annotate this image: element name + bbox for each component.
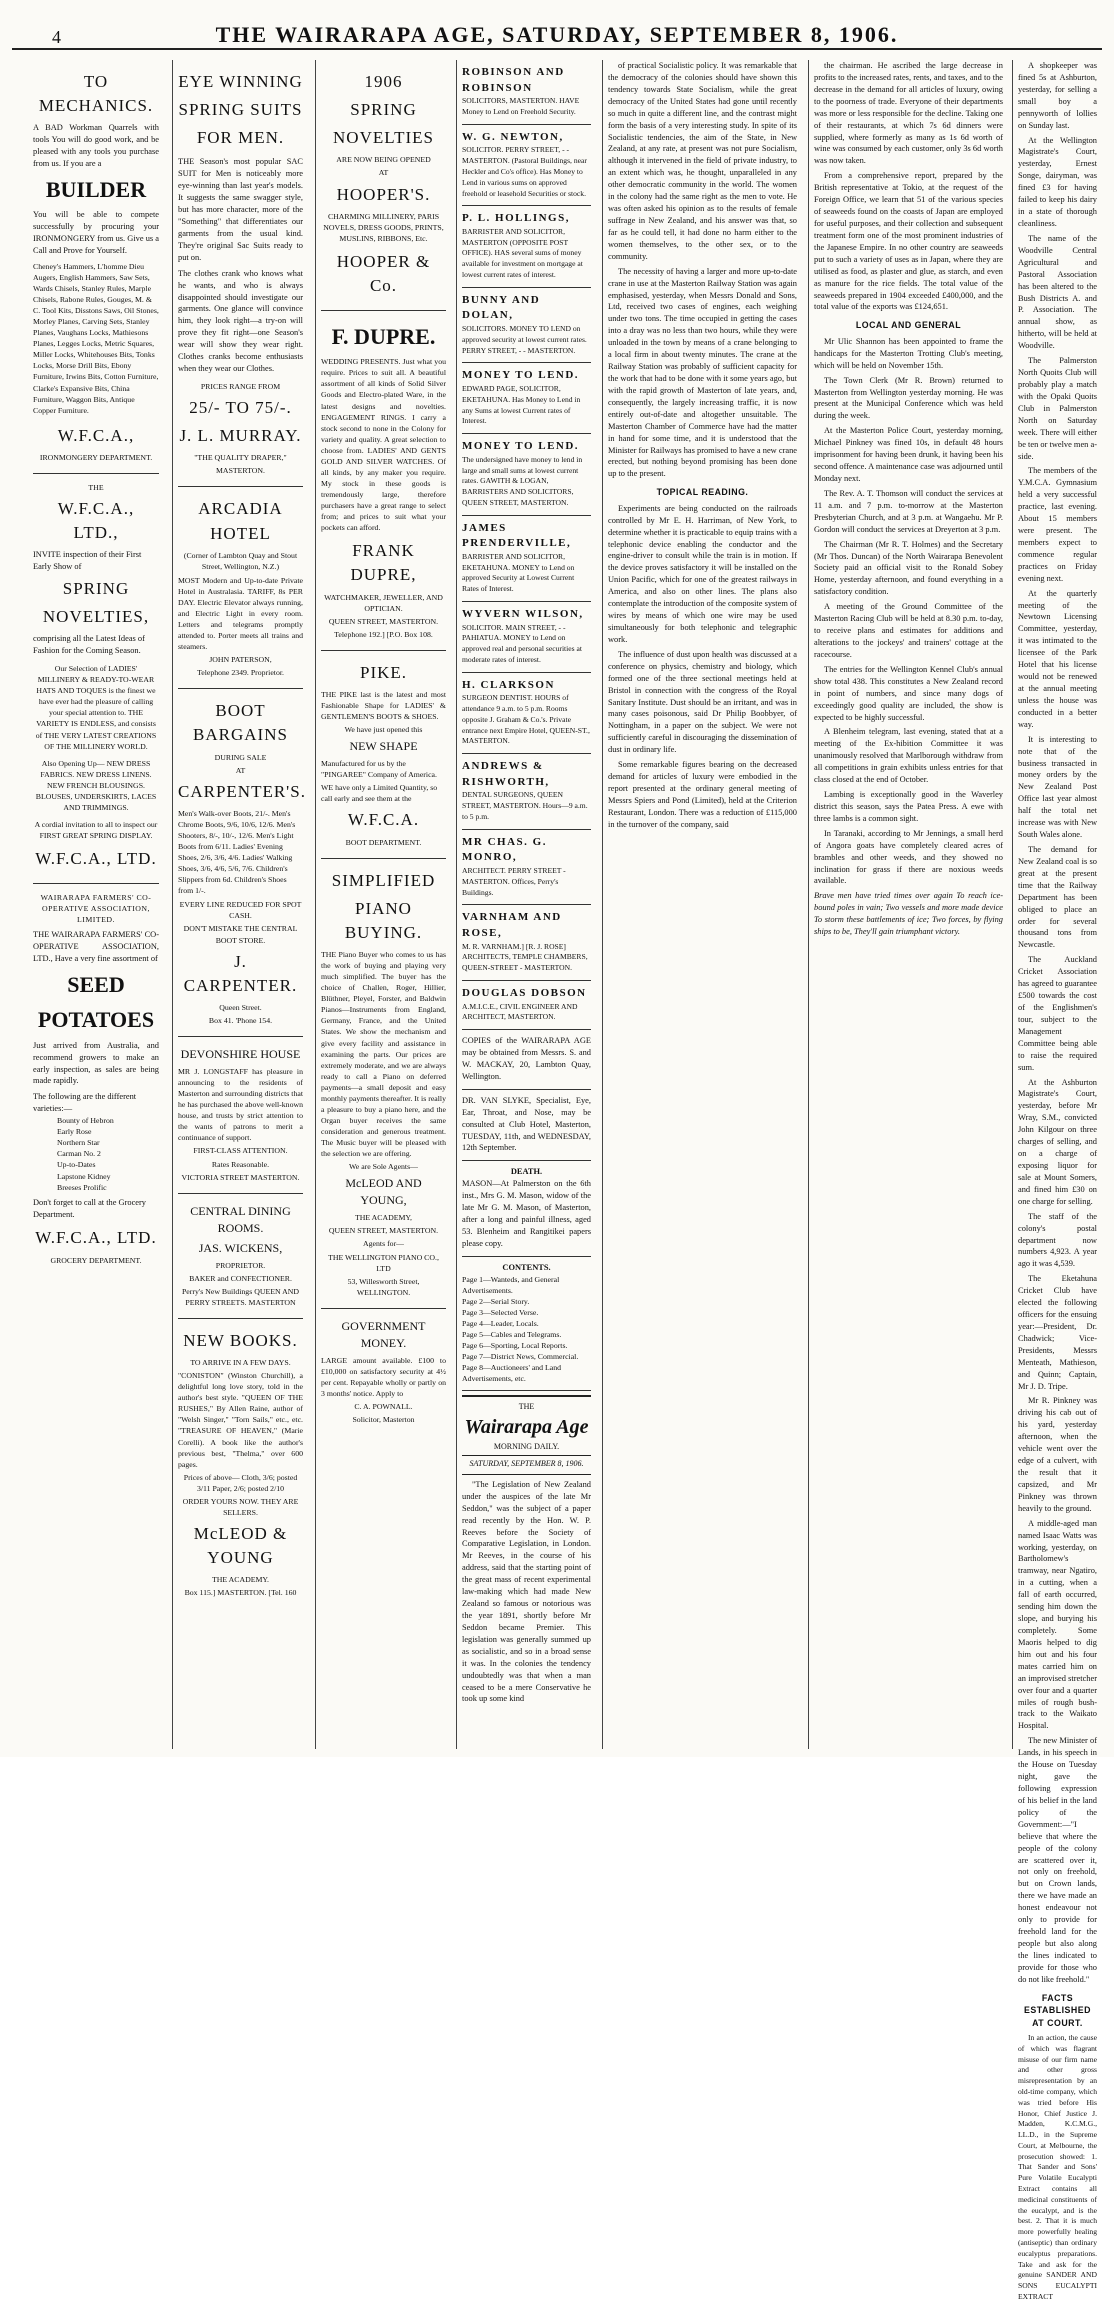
card-details: SOLICITORS. MONEY TO LEND on approved security at lowest current rates. PERRY STREET, - - MASTERTON.: [462, 324, 587, 355]
ad-text: MR J. LONGSTAFF has pleasure in announcing to the residents of Masterton and surrounding districts that he has purchased the above well-known house, and trusts by strict attention to the wants of patrons to merit a continuance of support.: [178, 1067, 303, 1143]
ad-text: ARE NOW BEING OPENED: [336, 155, 431, 165]
ad-text: THE Piano Buyer who comes to us has the work of buying and playing very much simplified. The buyer has the choice of Challen, Roger, Hillier, Blüthner, Pleyel, Forster, and Baldwin Pianos—Instruments from England, Germany, France, and the United States. We show the mechanism and give every facility and assistance in examining the parts. Our prices are extremely moderate, and we are always ready to call a Piano on deferred payments—a small deposit and easy monthly payments thereafter. It is really a pleasure to buy a piano here, and the Organ buyer receives the same consideration and generous treatment. The Music buyer will be pleased with the selection we are offering.: [321, 950, 446, 1159]
card-name: WYVERN WILSON,: [462, 607, 584, 620]
article-paragraph: At the quarterly meeting of the Newtown Licensing Committee, yesterday, it was intimated to the licensee of the Park Hotel that his license would not be renewed at the annual meeting unless the house was conducted in a better way.: [1018, 588, 1097, 729]
death-text: MASON—At Palmerston on the 6th inst., Mrs G. M. Mason, widow of the late Mr G. M. Mason, of Masterton, after a long and painful illness, aged 53. Blenheim and Rangitikei papers please copy.: [462, 1179, 591, 1248]
card-name: BUNNY AND DOLAN,: [462, 293, 541, 322]
article-paragraph: A middle-aged man named Isaac Watts was working, yesterday, on Bartholomew's tramway, near Ngatiro, in a cutting, when a fall of earth occurred, sending him down the slope, and burying his completely. Some Maoris helped to dig him out and his four mates carried him on an improvised stretcher over four and a quarter miles of rough bush-track to the Waikato Hospital.: [1018, 1518, 1097, 1731]
card-name: JAMES PRENDERVILLE,: [462, 521, 572, 550]
death-notice: [462, 1161, 591, 1256]
article-paragraph: It is interesting to note that of the business transacted in money orders by the New Zealand Post Office last year almost half the total net increase was with New South Wales alone.: [1018, 734, 1097, 840]
ad-box: Box 41. 'Phone 154.: [208, 1015, 273, 1025]
article-paragraph: At the Wellington Magistrate's Court, yesterday, Ernest Songe, dairyman, was fined £3 for having failed to keep his dairy in a state of thorough cleanliness.: [1018, 135, 1097, 228]
section-heading: TOPICAL READING.: [656, 487, 749, 498]
ad-items: Also Opening Up— NEW DRESS FABRICS. NEW DRESS LINENS. NEW FRENCH BLOUSINGS. BLOUSES, UNDERSKIRTS, LACES AND TRIMMINGS.: [35, 758, 157, 812]
ad-heading: CENTRAL DINING ROOMS.: [190, 1203, 291, 1235]
ad-at: AT: [235, 765, 246, 775]
columns: [12, 60, 1102, 2301]
card-name: W. G. NEWTON,: [462, 130, 564, 143]
ad-name: JAS. WICKENS,: [198, 1240, 283, 1255]
ad-address: Queen Street.: [219, 1002, 262, 1012]
ad-hoopers: [321, 60, 446, 311]
ad-text: THE WAIRARAPA FARMERS' CO-OPERATIVE ASSOCIATION, LTD., Have a very fine assortment of: [33, 930, 159, 964]
ad-name: McLEOD AND YOUNG,: [345, 1176, 422, 1208]
ad-text: THE Season's most popular SAC SUIT for Men is noticeably more eye-winning than last year's models. It suggests the same swagger style, but has more character, more of the "Something" that differentiates our garments from the usual kind. They're original Sac Suits ready to put on.: [178, 157, 303, 262]
card-name: DOUGLAS DOBSON: [462, 986, 587, 999]
card-details: SOLICITOR. PERRY STREET, - - MASTERTON. (Pastoral Buildings, near Heckler and Co's office). Has Money to Lend in various sums on approved freehold or leasehold Securities or stock.: [462, 145, 587, 198]
card-details: SURGEON DENTIST. HOURS of attendance 9 a.m. to 5 p.m. Rooms opposite J. Graham & Co.'s. Private entrance next Empire Hotel, QUEEN-ST., MASTERTON.: [462, 693, 590, 746]
article-paragraph: A Blenheim telegram, last evening, stated that at a meeting of the Ex-hibition Committee it was unanimously resolved that Marlborough withdraw from all competitions in grain exhibits unless entries for that class closed at the end of October.: [814, 727, 1003, 785]
ad-text: The following are the different varieties:—: [33, 1092, 137, 1114]
ad-signature: W.F.C.A., LTD.: [35, 849, 157, 869]
ad-text: EVERY LINE REDUCED FOR SPOT CASH.: [179, 900, 302, 921]
card-name: ROBINSON AND ROBINSON: [462, 66, 565, 94]
ad-heading: F. DUPRE.: [331, 324, 436, 350]
ad-heading: NOVELTIES: [333, 128, 434, 148]
ad-text: Just arrived from Australia, and recommend growers to make an early inspection, as sales are being made rapidly.: [33, 1040, 159, 1086]
ad-text: "CONISTON" (Winston Churchill), a delightful long love story, told in the author's best style. "QUEEN OF THE RUSHES," By Allen Raine, author of "Welsh Singer," "Torn Sails," etc., etc. "TREASURE OF HEAVEN," (Marie Corelli). A book like the author's previous best, "Thelma," over 600 pages.: [178, 1371, 303, 1469]
contents-item: Page 1—Wanteds, and General Advertisements.: [462, 1274, 560, 1295]
article-paragraph: The influence of dust upon health was discussed at a conference on physics, chemistry and biology, which formed one of the three sectional meetings held at Bristol in connection with the congress of the Royal Sanitary Institute. Dust should be an irritant, and was in many cases poisonous, said Dr Philip Boobbyer, of Nottingham, in a paper on the subject. We were not sufficiently careful in discouraging the dissemination of dust in ordinary life.: [608, 649, 797, 755]
ad-text: comprising all the Latest Ideas of Fashion for the Coming Season.: [33, 634, 145, 656]
article-paragraph: Mr Ulic Shannon has been appointed to frame the handicaps for the Masterton Trotting Club's meeting, which will be held on November 15th.: [814, 336, 1003, 370]
article-paragraph: The demand for New Zealand coal is so great at the present time that the Railway Department has been obliged to place an order for several thousand tons from Newcastle.: [1018, 845, 1097, 950]
contents-box: [462, 1257, 591, 1392]
article-paragraph: The entries for the Wellington Kennel Club's annual show total 438. This constitutes a New Zealand record in point of numbers, and since many dogs of exceedingly good quality are included, the show is expected to be highly successful.: [814, 664, 1003, 722]
ad-text: MOST Modern and Up-to-date Private Hotel in Australasia. TARIFF, 8s PER DAY. Electric Elevator always running, and Electric Light in every room. Letters and telegrams promptly attended to. Porter meets all trains and steamers.: [178, 575, 303, 652]
ad-mechanics: [33, 60, 159, 474]
article-paragraph: The necessity of having a larger and more up-to-date crane in use at the Masterton Railway Station was again emphasised, yesterday, when Messrs Donald and Sons, Ltd, received two cases of engines, each weighing under two tons. The time occupied in getting the cases into a dray was no less than two hours, while they were unloaded in the town by means of a crane belonging to a local firm in about twenty minutes. The crane at the Railway Station was probably of sufficient capacity for the work that had to be done with it some years ago, but with the rapid growth of Masterton of late years, and, consequently, the largely increasing traffic, it is now entirely out-of-date and altogether unsuitable. The Masterton Chamber of Commerce have had the matter in hand for some time, and it is understood that the Minister for Railways has promised to have a new crane erected, but nothing beyond promising has been done up to the present.: [608, 266, 797, 479]
ad-government-money: [321, 1309, 446, 1435]
ad-invite: A cordial invitation to all to inspect our FIRST GREAT SPRING DISPLAY.: [34, 819, 158, 841]
masthead-the: THE: [518, 1402, 535, 1412]
professional-card: [462, 830, 591, 906]
professional-card: [462, 673, 591, 755]
professional-card: [462, 363, 591, 434]
ad-heading: BOOT BARGAINS: [193, 701, 288, 745]
column-3: [315, 60, 451, 1749]
ad-heading: POTATOES: [37, 1007, 155, 1033]
ad-text: Don't forget to call at the Grocery Department.: [33, 1197, 146, 1219]
ad-town: MASTERTON.: [216, 466, 265, 476]
article-paragraph: The Eketahuna Cricket Club have elected the following officers for the ensuing year:—President, Dr. Chadwick; Vice-Presidents, Messrs Menteath, Mathieson, and Quinn; Captain, Mr J. D. Tripe.: [1018, 1274, 1097, 1391]
ad-signature: HOOPER & Co.: [336, 251, 431, 295]
ad-department: GROCERY DEPARTMENT.: [50, 1255, 142, 1265]
ad-pike: [321, 651, 446, 859]
article-paragraph: The Auckland Cricket Association has agreed to guarantee £500 towards the cost of the Englishmen's tour, subject to the Management Committee being able to raise the required sum.: [1018, 955, 1097, 1072]
article-paragraph: The Palmerston North Quoits Club will probably play a match with the Opaki Quoits Club in Palmerston North on Saturday week. There will either be ten or twelve men a-side.: [1018, 356, 1097, 461]
ad-text: LARGE amount available. £100 to £10,000 on satisfactory security at 4½ per cent. Repayable wholly or partly on 3 months' notice. Apply to: [321, 1355, 446, 1399]
ad-heading: FOR MEN.: [196, 128, 285, 148]
ad-signature: J. CARPENTER.: [183, 951, 298, 995]
section-heading: LOCAL AND GENERAL: [855, 320, 962, 331]
ad-prices-label: PRICES RANGE FROM: [200, 381, 281, 391]
article-paragraph: At the Ashburton Magistrate's Court, yesterday, before Mr Wray, S.M., convicted John Kilgour on three charges of selling, and on a charge of exposing liquor for sale at Mount Somers, and fined him £30 on one charge for selling.: [1018, 1077, 1097, 1206]
page-title: THE WAIRARAPA AGE, SATURDAY, SEPTEMBER 8, 1906.: [215, 22, 899, 47]
list-item: Carman No. 2: [57, 1149, 101, 1159]
contents-heading: CONTENTS.: [502, 1262, 551, 1272]
article-paragraph: At the Masterton Police Court, yesterday morning, Michael Pinkney was fined 10s, in default 48 hours imprisonment for having been drunk, it having been his second offence. A maintenance case was adjourned until Monday next.: [814, 426, 1003, 483]
section-heading: FACTS ESTABLISHED AT COURT.: [1024, 1992, 1091, 2028]
ad-text: WE have only a Limited Quantity, so call early and see them at the: [321, 783, 438, 804]
article-paragraph: The Rev. A. T. Thomson will conduct the services at 11 a.m. and 7 p.m. to-morrow at the Masterton Presbyterian Church, and at 3 p.m. at Wangaehu. Mr P. Gordon will conduct the services at Dreyerton at 3 p.m.: [814, 488, 1003, 534]
professional-card: [462, 981, 591, 1030]
card-details: A.M.I.C.E., CIVIL ENGINEER AND ARCHITECT, MASTERTON.: [462, 1001, 578, 1022]
ad-shop: THE ACADEMY.: [211, 1575, 270, 1585]
card-details: SOLICITORS, MASTERTON. HAVE Money to Lend on Freehold Security.: [462, 96, 580, 116]
ad-spring-novelties: [33, 474, 159, 884]
card-details: DENTAL SURGEONS, QUEEN STREET, MASTERTON. Hours—9 a.m. to 5 p.m.: [462, 790, 588, 821]
column-5: [602, 60, 802, 1749]
card-details: BARRISTER AND SOLICITOR, MASTERTON (OPPOSITE POST OFFICE). HAS several sums of money available for investment on mortgage at lowest current rates of interest.: [462, 226, 583, 280]
ad-text: Agents for—: [363, 1239, 404, 1249]
card-details: SOLICITOR. MAIN STREET, - - PAHIATUA. MONEY to Lend on approved real and personal securities at moderate rates of interest.: [462, 622, 582, 664]
column-6: [808, 60, 1008, 1749]
ad-tagline: "THE QUALITY DRAPER,": [194, 453, 287, 463]
column-1: [28, 60, 164, 1749]
ad-text: THE PIKE last is the latest and most Fashionable Shape for LADIES' & GENTLEMEN'S BOOTS & SHOES.: [321, 689, 446, 722]
contents-item: Page 7—District News, Commercial.: [462, 1352, 579, 1362]
ad-text: We have just opened this: [344, 725, 423, 735]
ad-boot-bargains: [178, 689, 306, 1037]
ad-shop: THE ACADEMY,: [354, 1213, 413, 1223]
professional-card: [462, 754, 591, 830]
ad-text: FIRST-CLASS ATTENTION.: [193, 1146, 288, 1156]
article-paragraph: In Taranaki, according to Mr Jennings, a small herd of Angora goats have completely cleared acres of brambles and other weeds, and they showed no inclination for grass if there are noxious weeds available.: [814, 828, 1003, 886]
ad-heading: SPRING: [62, 579, 130, 599]
article-paragraph: The new Minister of Lands, in his speech in the House on Tuesday night, gave the following expression of his belief in the land policy of the Government:—"I believe that where the people of the colony are scattered over it, not only on freehold, but on Crown lands, there we have made an honest endeavour not only to provide for freehold land for the people but also along the lines indicated to provide for those who do not like freehold.": [1018, 1736, 1097, 1984]
professional-card: [462, 516, 591, 602]
ad-text: Rates Reasonable.: [211, 1159, 270, 1169]
ad-text: Manufactured for us by the "PINGAREE" Company of America.: [321, 759, 437, 780]
article-paragraph: The Town Clerk (Mr R. Brown) returned to Masterton from Wellington yesterday morning. He was present at the Municipal Conference which was held during the week.: [814, 375, 1003, 421]
list-item: Early Rose: [57, 1127, 92, 1137]
article-paragraph: Experiments are being conducted on the railroads controlled by Mr E. H. Harriman, of New York, to determine whether it is practicable to equip trains with a telephonic device enabling the conductor and the engine-driver to consult while the train is in motion. If the device proves satisfactory it will be installed on the Union Pacific, which for one of the greatest railways in America, and also on other lines. The plans also contemplate the introduction of the composite system of wires by means of which one wire may be used simultaneously for both telephonic and telegraphic work.: [608, 503, 797, 644]
ad-seed-potatoes: [33, 884, 159, 1275]
contents-item: Page 8—Auctioneers' and Land Advertisements, etc.: [462, 1363, 562, 1384]
leader-paragraph: "The Legislation of New Zealand under the auspices of the late Mr Seddon," was the subject of a paper read recently by the Hon. W. P. Reeves before the Society of Comparative Legislation, in London. Mr Reeves, in the course of his address, said that the starting point of the great mass of recent experimental law-making which had made New Zealand so famous or notorious was the year 1891, shortly before Mr Seddon became Premier. This legislation was generally summed up as socialistic, and so in a broad sense it was. In the colonies the tendency undoubtedly was that when a man ceased to be a mere Conservative he took up some kind: [462, 1479, 591, 1704]
professional-card: [462, 905, 591, 981]
death-heading: DEATH.: [510, 1167, 543, 1177]
ad-devonshire-house: [178, 1037, 303, 1194]
ad-heading: PIANO BUYING.: [344, 898, 423, 942]
card-name: MR CHAS. G. MONRO,: [462, 835, 547, 864]
article-paragraph: A meeting of the Ground Committee of the Masterton Racing Club will be held at 8.30 p.m. to-day, to receive plans and estimates for additions and alterations to the jockeys' and trainers' cottage at the racecourse.: [814, 602, 1003, 659]
professional-card: [462, 434, 591, 516]
ad-name: W.F.C.A., LTD.,: [57, 498, 135, 543]
ad-sub: TO ARRIVE IN A FEW DAYS.: [190, 1358, 291, 1368]
contents-item: Page 3—Selected Verse.: [462, 1307, 539, 1317]
masthead-date: SATURDAY, SEPTEMBER 8, 1906.: [462, 1455, 591, 1469]
list-item: Bounty of Hebron: [57, 1116, 114, 1126]
ad-heading: DEVONSHIRE HOUSE: [180, 1046, 301, 1061]
professional-card: [462, 288, 591, 364]
ad-association: WAIRARAPA FARMERS' CO-OPERATIVE ASSOCIATION, LIMITED.: [40, 893, 152, 925]
contents-item: Page 2—Serial Story.: [462, 1296, 530, 1306]
masthead-daily: MORNING DAILY.: [493, 1442, 560, 1452]
card-details: EDWARD PAGE, SOLICITOR, EKETAHUNA. Has Money to Lend in any Sums at lowest Current rates of Interest.: [462, 383, 581, 426]
ad-address: 53, Willesworth Street, WELLINGTON.: [347, 1276, 420, 1297]
article-paragraph: From a comprehensive report, prepared by the British representative at Tokio, at the request of the Foreign Office, we learn that 51 of the various species of seaweeds found on the coasts of Japan are employed for useful purposes, and their collection and subsequent treatment form one of the most prominent industries of the Japanese Empire. In no other country are seaweeds put to such a variety of uses as in Japan, where they are utilised as food, as plaster and glue, as starch, and even as manure for the rice fields. The total value of the seaweeds prepared in 1904 exceeded £400,000, and the total value of the exports was £124,651.: [814, 171, 1003, 312]
column-7: [1012, 60, 1102, 2301]
ad-year: 1906: [364, 72, 403, 91]
list-item: Breeses Prolific: [57, 1182, 107, 1192]
ad-name: C. A. POWNALL.: [354, 1402, 413, 1412]
contents-item: Page 5—Cables and Telegrams.: [462, 1330, 562, 1340]
ad-signature: J. L. MURRAY.: [179, 426, 302, 446]
ad-arcadia-hotel: [178, 487, 303, 689]
ad-heading: GOVERNMENT MONEY.: [341, 1318, 426, 1350]
notice-dental: DR. VAN SLYKE, Specialist, Eye, Ear, Throat, and Nose, may be consulted at Club Hotel, Masterton, TUESDAY, 11th, and WEDNESDAY, 12th September.: [462, 1090, 591, 1162]
contents-item: Page 4—Leader, Locals.: [462, 1319, 539, 1328]
article-paragraph: Lambing is exceptionally good in the Waverley district this season, says the Patea Press. A ewe with three lambs is a common sight.: [814, 790, 1003, 823]
card-details: M. R. VARNHAM.] [R. J. ROSE] ARCHITECTS, TEMPLE CHAMBERS, QUEEN-STREET - MASTERTON.: [462, 941, 588, 973]
ad-at: AT: [378, 168, 389, 178]
article-paragraph: Mr R. Pinkney was driving his cab out of his yard, yesterday afternoon, when the vehicle went over the edge of a culvert, with the result that it capsized, and Mr Pinkney was thrown heavily to the ground.: [1018, 1396, 1097, 1513]
card-name: H. CLARKSON: [462, 678, 555, 691]
article-paragraph: The Chairman (Mr R. T. Holmes) and the Secretary (Mr Thos. Duncan) of the North Wairarapa Benevolent Society paid an official visit to the Ronald Sobey Home, yesterday afternoon, and found everything in a satisfactory condition.: [814, 539, 1003, 597]
ad-heading: CARPENTER'S.: [178, 781, 306, 801]
ad-trade: WATCHMAKER, JEWELLER, AND OPTICIAN.: [324, 592, 443, 613]
article-paragraph: A shopkeeper was fined 5s at Ashburton, yesterday, for selling a small boy a pennyworth of lollies on Sunday last.: [1018, 61, 1097, 130]
ad-tools-list: Cheney's Hammers, L'homme Dieu Augers, English Hammers, Saw Sets, Wards Chisels, Stanley Rules, Marple Chisels, Rabone Rules, Gouges, M. & C. Tool Kits, Disstons Saws, Oil Stones, Morley Planes, Carving Sets, Stanley Planes, Vaughans Locks, Mathiesons Planes, Legges Locks, Metric Squares, Miller Locks, Whitehouses Bits, Tonks Locks, Morse Drill Bits, Ebony Furniture, Irwins Bits, Cotton Furniture, Clarke's Expansive Bits, China Furniture, Waggon Bits, Antique Copper Furniture.: [33, 261, 159, 415]
ad-proprietor: JOHN PATERSON,: [209, 655, 272, 665]
ad-dining-rooms: [178, 1194, 303, 1319]
ad-title: TO MECHANICS.: [38, 72, 154, 116]
ad-address: VICTORIA STREET MASTERTON.: [181, 1172, 300, 1182]
ad-heading: SPRING SUITS: [178, 100, 303, 120]
ad-new-books: [178, 1319, 303, 1608]
ad-box: Box 115.] MASTERTON. [Tel. 160: [184, 1588, 297, 1598]
card-name: P. L. HOLLINGS,: [462, 212, 570, 225]
professional-card: [462, 60, 591, 125]
ad-role: PROPRIETOR.: [215, 1260, 266, 1270]
article-paragraph: the chairman. He ascribed the large decrease in profits to the increased rates, rents, and taxes, and to the decrease in the demand for all articles of luxury, owing to the poorness of trade. Everyone of their departments was more or less responsible for the decline. Taking one of their restaurants, at which 7s 6d dinners were supplied, where formerly as many as 1s 6d worth of wine was consumed by each customer, only 3s 6d worth was now taken.: [814, 61, 1003, 166]
card-details: The undersigned have money to lend in large and small sums at lowest current rates. GAWITH & LOGAN, BARRISTERS AND SOLICITORS, QUEEN STREET, MASTERTON.: [462, 454, 583, 507]
page-masthead: [12, 18, 1102, 50]
article-paragraph: The members of the Y.M.C.A. Gymnasium held a very successful practice, last evening. About 15 members were present. The members expect to commence regular practices on Friday evening next.: [1018, 466, 1097, 583]
ad-heading: NOVELTIES,: [42, 607, 150, 627]
article-paragraph: The name of the Woodville Central Agricultural and Pastoral Association has been altered to the Bush Districts A. and P. Association. The annual show, as hitherto, will be held at Woodville.: [1018, 233, 1097, 351]
ad-spring-suits: [178, 60, 303, 487]
ad-department: BOOT DEPARTMENT.: [345, 837, 422, 847]
ad-heading: BUILDER: [45, 176, 147, 202]
professional-card: [462, 206, 591, 288]
column-4: [456, 60, 596, 1749]
potato-varieties-list: [33, 1115, 159, 1192]
article-paragraph: The staff of the colony's postal department now numbers 4,923. A year ago it was 4,539.: [1018, 1211, 1097, 1269]
ad-sub: DURING SALE: [214, 752, 267, 762]
ad-department: IRONMONGERY DEPARTMENT.: [39, 452, 153, 462]
ad-price-range: 25/- TO 75/-.: [189, 398, 292, 418]
masthead-name: Wairarapa Age: [464, 1415, 589, 1438]
professional-card: [462, 602, 591, 673]
ad-text: ORDER YOURS NOW. THEY ARE SELLERS.: [182, 1496, 299, 1517]
card-name: MONEY TO LEND.: [462, 440, 580, 453]
ad-text: The clothes crank who knows what he wants, and who is always disappointed should investigate our garments. One glance will convince him, they look right—a try-on will prove they fit right—one Season's wear will show they wear right. Clothes cranks become enthusiasts when they wear our Clothes.: [178, 268, 303, 374]
ad-signature: McLEOD & YOUNG: [193, 1523, 288, 1568]
card-name: VARNHAM AND ROSE,: [462, 911, 562, 939]
ad-heading: SPRING: [350, 100, 417, 120]
contents-list: [462, 1274, 591, 1385]
ad-dupre: [321, 311, 446, 651]
list-item: Northern Star: [57, 1138, 100, 1148]
ad-signature: FRANK DUPRE,: [350, 541, 417, 585]
card-name: ANDREWS & RISHWORTH,: [462, 760, 550, 788]
ad-piano: [321, 859, 446, 1309]
ad-items: CHARMING MILLINERY, PARIS NOVELS, DRESS GOODS, PRINTS, MUSLINS, RIBBONS, Etc.: [323, 211, 444, 243]
ad-heading: SEED: [67, 972, 125, 998]
article-paragraph: Some remarkable figures bearing on the decreased demand for articles of luxury were embodied in the report presented at the ordinary general meeting of Messrs Spiers and Pond (Limited), held at the Criterion Restaurant, London. There was a reduction of £115,000 in the turnover of the company, said: [608, 760, 797, 829]
ad-the: THE: [88, 482, 104, 492]
page-number: 4: [52, 27, 61, 47]
ad-address: (Corner of Lambton Quay and Stout Street, Wellington, N.Z.): [183, 550, 298, 571]
ad-name: HOOPER'S.: [336, 184, 431, 204]
column-2: [172, 60, 308, 1749]
article-paragraph: of practical Socialistic policy. It was remarkable that the democracy of the colonies should have shown this tendency towards State Socialism, while the great democracy of the United States had gone until recently so much in quite a different line, and the contrast might form the basis of a very interesting study. In spite of its Socialistic tendencies, the aim of the State, in New Zealand, at any rate, at present was not pure Socialism, although it intervened in the field of private industry, to an extent which was, he thought, unparalleled in any other democratic community in the world. The women in the colony had the same right as the men to vote. He was often asked his opinion as to the results of female suffrage in New Zealand, and his answer was that, so far as he could tell, it had done no harm either to the women themselves, to the other sex, or to the community.: [608, 61, 797, 261]
ad-items: Our Selection of LADIES' MILLINERY & READY-TO-WEAR HATS AND TOQUES is the finest we have ever had the pleasure of calling your special attention to. THE VARIETY IS ENDLESS, and consists of THE VERY LATEST CREATIONS OF THE MILLINERY WORLD.: [35, 664, 157, 751]
inner-masthead: [462, 1395, 591, 1474]
ad-company: THE WELLINGTON PIANO CO., LTD: [328, 1252, 439, 1273]
list-item: Lapstone Kidney: [57, 1171, 111, 1181]
ad-heading: ARCADIA HOTEL: [198, 499, 283, 543]
poem-verse: Brave men have tried times over again To reach ice-bound poles in vain; Two vessels and more made device To storm these battlements of ice; Two forces, by flying ships to be, They'll gain triumphant victory.: [814, 891, 1003, 937]
list-item: Up-to-Dates: [57, 1160, 96, 1170]
ad-text: You will be able to compete successfully by procuring your IRONMONGERY from us. Give us a Call and Prove for Yourself.: [33, 210, 159, 255]
ad-address: QUEEN STREET, MASTERTON.: [328, 616, 439, 626]
ad-trade: BAKER and CONFECTIONER.: [189, 1273, 292, 1283]
professional-card: [462, 125, 591, 207]
ad-prices-list: Men's Walk-over Boots, 21/-. Men's Chrome Boots, 9/6, 10/6, 12/6. Men's Shooters, 8/-, 10/-, 12/6. Men's Light Boots from 6/11. Ladies' Evening Shoes, 2/6, 3/6, 4/6. Ladies' Walking Shoes, 3/6, 4/6, 5/6, 7/6. Children's Slippers from 6d. Children's Shoes from 1/-.: [178, 808, 296, 896]
professional-cards: [462, 60, 591, 1030]
ad-telephone: Telephone 192.] [P.O. Box 108.: [334, 629, 433, 639]
card-details: ARCHITECT. PERRY STREET - MASTERTON. Offices, Perry's Buildings.: [462, 866, 566, 897]
card-details: BARRISTER AND SOLICITOR, EKETAHUNA. MONEY to Lend on approved Security at Lowest Current Rates of Interest.: [462, 551, 575, 594]
ad-signature: W.F.C.A.,: [57, 425, 135, 445]
ad-text: INVITE inspection of their First Early Show of: [33, 550, 142, 572]
ad-signature: W.F.C.A.: [347, 810, 420, 830]
ad-text: A BAD Workman Quarrels with tools You will do good work, and be pleased with any tools you purchase from us. If you are a: [33, 123, 159, 169]
ad-text: We are Sole Agents—: [349, 1162, 418, 1172]
ad-telephone: Telephone 2349. Proprietor.: [197, 668, 284, 678]
card-name: MONEY TO LEND.: [462, 369, 580, 382]
ad-heading: EYE WINNING: [178, 72, 303, 91]
ad-address: Perry's New Buildings QUEEN AND PERRY STREETS. MASTERTON: [181, 1286, 300, 1307]
ad-heading: NEW BOOKS.: [183, 1330, 298, 1350]
ad-heading: PIKE.: [359, 662, 408, 682]
ad-text: WEDDING PRESENTS. Just what you require. Prices to suit all. A beautiful assortment of all kinds of Solid Silver Goods and Electro-plated Ware, in the latest designs and novelties. ENGAGEMENT RINGS. I carry a stock second to none in the Colony for variety and quality. A great selection to choose from. LADIES' AND GENTS GOLD AND SILVER WATCHES. Of all kinds, by any maker you require. My stock in these goods is tremendously large, therefore purchasers have a great range to select from; and prices to suit what your pockets can afford.: [321, 357, 446, 533]
ad-signature: W.F.C.A., LTD.: [35, 1228, 157, 1248]
notice-copies: COPIES of the WAIRARAPA AGE may be obtained from Messrs. S. and W. MACKAY, 20, Lambton Quay, Wellington.: [462, 1030, 591, 1090]
article-paragraph: In an action, the cause of which was flagrant misuse of our firm name and other gross misrepresentation by an old-time company, which was tried before His Honor, Chief Justice J. Madden, K.C.M.G., LL.D., in the Supreme Court, at Melbourne, the prosecution showed: 1. That Sander and Sons' Pure Volatile Eucalypti Extract contains all medicinal constituents of the eucalypt, and is the best. 2. That it is much more powerfully healing (antiseptic) than ordinary eucalyptus preparations. Take and ask for the genuine SANDER AND SONS EUCALYPTI EXTRACT: [1018, 2033, 1097, 2301]
contents-item: Page 6—Sporting, Local Reports.: [462, 1341, 568, 1351]
ad-heading: NEW SHAPE: [349, 739, 418, 754]
ad-address: QUEEN STREET, MASTERTON.: [328, 1226, 439, 1236]
ad-role: Solicitor, Masterton: [352, 1415, 415, 1425]
ad-prices: Prices of above— Cloth, 3/6; posted 3/11 Paper, 2/6; posted 2/10: [183, 1472, 298, 1493]
ad-text: DON'T MISTAKE THE CENTRAL BOOT STORE.: [183, 924, 298, 945]
ad-heading: SIMPLIFIED: [331, 870, 436, 890]
